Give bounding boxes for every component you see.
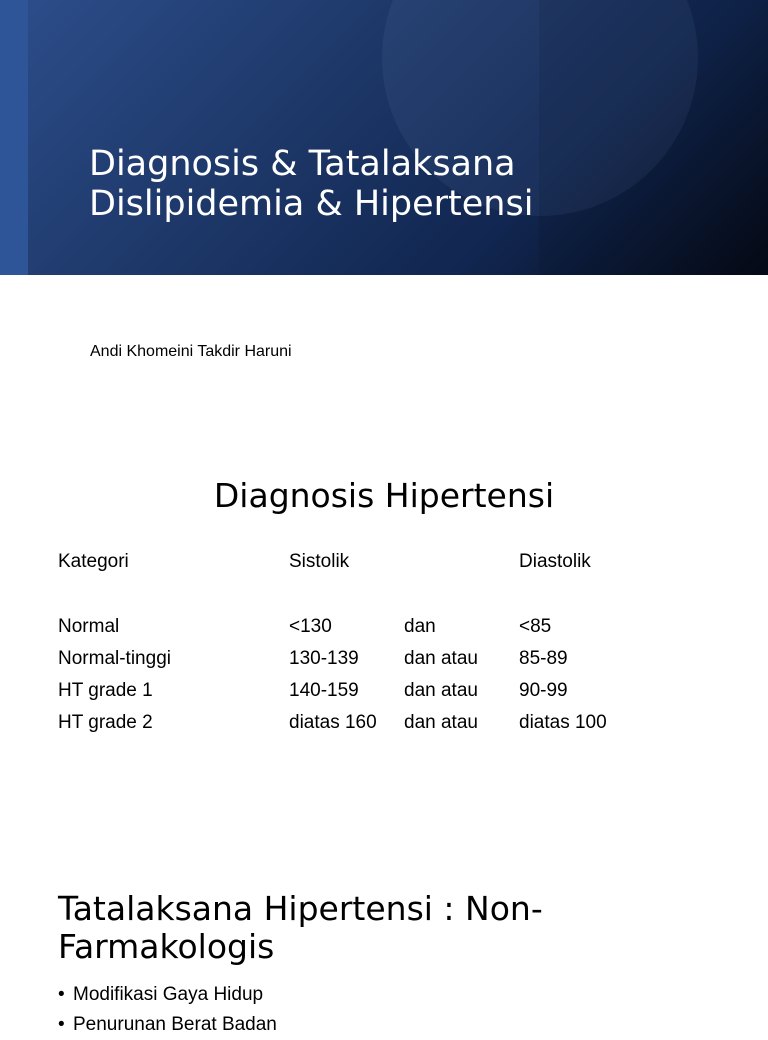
cell-diastolik: diatas 100: [519, 712, 607, 733]
slide-title-line-1: Tatalaksana Hipertensi : Non-: [58, 889, 543, 928]
cell-diastolik: 85-89: [519, 648, 568, 669]
decorative-band: [539, 0, 768, 275]
cell-connector: dan: [404, 616, 436, 637]
slide-title-line-2: Farmakologis: [58, 927, 275, 966]
cell-diastolik: 90-99: [519, 680, 568, 701]
list-item: [58, 980, 277, 1010]
accent-stripe: [0, 0, 28, 275]
cell-kategori: Normal: [58, 616, 120, 637]
cell-diastolik: <85: [519, 616, 552, 637]
bp-category-table: [58, 547, 669, 739]
deck-title-line-1: Diagnosis & Tatalaksana: [89, 144, 516, 184]
bullet-list: [58, 980, 277, 1040]
table-row: [58, 643, 669, 675]
spacer-row: [58, 577, 669, 611]
author-name: Andi Khomeini Takdir Haruni: [90, 343, 292, 360]
cell-sistolik: diatas 160: [289, 712, 377, 733]
bullet-text: Penurunan Berat Badan: [73, 1014, 277, 1035]
cell-sistolik: 130-139: [289, 648, 359, 669]
bullet-icon: •: [58, 1014, 65, 1035]
slide-title: [58, 890, 738, 966]
list-item: [58, 1010, 277, 1040]
title-banner: [0, 0, 768, 275]
cell-sistolik: 140-159: [289, 680, 359, 701]
bullet-text: Modifikasi Gaya Hidup: [73, 984, 264, 1005]
table-row: [58, 675, 669, 707]
header-connector: [404, 547, 519, 577]
cell-connector: dan atau: [404, 680, 478, 701]
cell-kategori: Normal-tinggi: [58, 648, 171, 669]
cell-sistolik: <130: [289, 616, 332, 637]
cell-connector: dan atau: [404, 648, 478, 669]
cell-kategori: HT grade 1: [58, 680, 153, 701]
header-kategori: Kategori: [58, 551, 129, 572]
table-row: [58, 611, 669, 643]
table-header-row: [58, 547, 669, 577]
deck-title-line-2: Dislipidemia & Hipertensi: [89, 184, 534, 224]
cell-kategori: HT grade 2: [58, 712, 153, 733]
cell-connector: dan atau: [404, 712, 478, 733]
slide-title: Diagnosis Hipertensi: [213, 476, 555, 515]
table-row: [58, 707, 669, 739]
bullet-icon: •: [58, 984, 65, 1005]
deck-title: [89, 144, 749, 224]
header-diastolik: Diastolik: [519, 551, 591, 572]
header-sistolik: Sistolik: [289, 551, 350, 572]
